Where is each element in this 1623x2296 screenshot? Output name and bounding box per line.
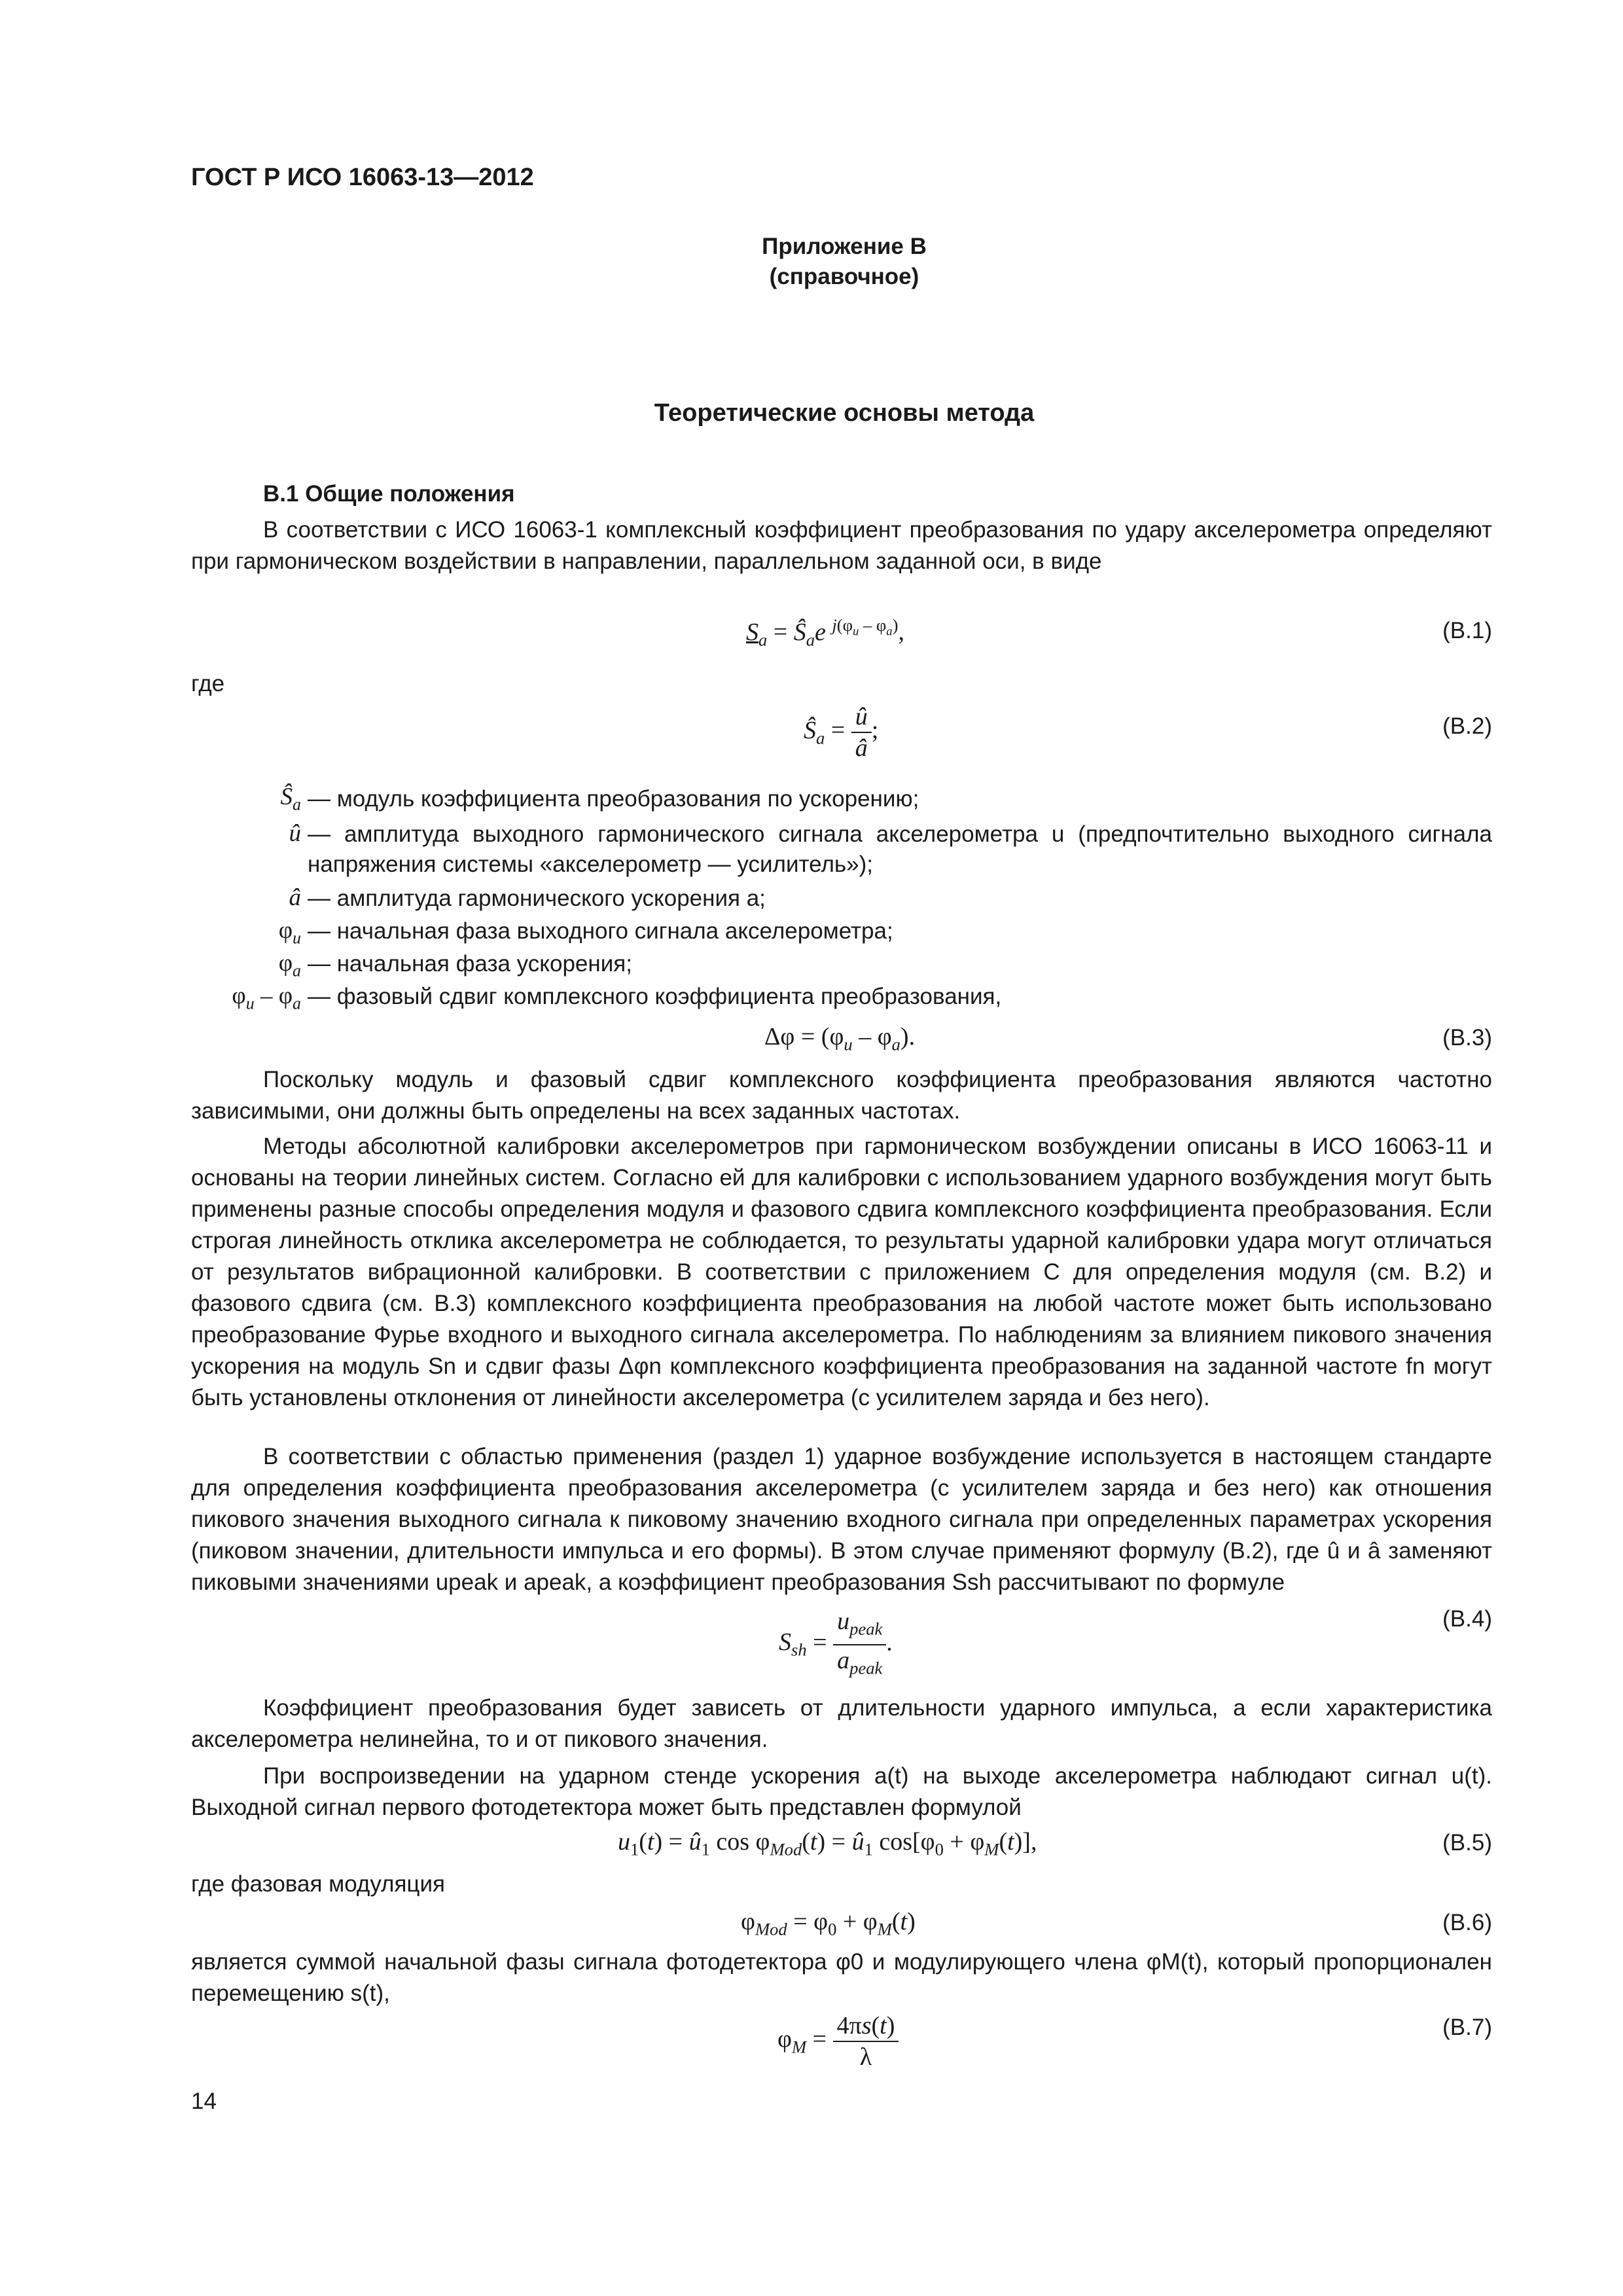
equation-b1: $S_a$ = $Ŝ_ae$ $^{j(\varphi_u - \varphi_a)}$,	[746, 615, 904, 650]
def-text-u: — амплитуда выходного гармонического сигнала акселерометра u (предпочтительно выходного сигнала напряжения системы «акселерометр — усилитель»);	[308, 821, 1492, 877]
paragraph-3: Методы абсолютной калибровки акселерометров при гармоническом возбуждении описаны в ИСО 16063-11 и основаны на теории линейных систем. Согласно ей для калибровки с использованием ударного возбуждения могут быть применены разные способы определения модуля и фазового сдвига комплексного коэффициента преобразования. Если строгая линейность отклика акселерометра не соблюдается, то результаты ударной калибровки удара могут отличаться от результатов вибрационной калибровки. В соответствии с приложением С для определения модуля (см. В.2) и фазового сдвига (см. В.3) комплексного коэффициента преобразования на любой частоте может быть использовано преобразование Фурье входного и выходного сигнала акселерометра. По наблюдениям за влиянием пикового значения ускорения на модуль Sn и сдвиг фазы Δφn комплексного коэффициента преобразования на заданной частоте fn могут быть установлены отклонения от линейности акселерометра (с усилителем заряда и без него).	[191, 1134, 1492, 1410]
equation-label-b3: (В.3)	[1442, 1025, 1492, 1050]
annex-title: Приложение В	[762, 234, 927, 259]
def-text-sa: — модуль коэффициента преобразования по ускорению;	[308, 786, 919, 812]
def-text-a: — амплитуда гармонического ускорения a;	[308, 886, 766, 911]
subsection-heading: В.1 Общие положения	[263, 481, 515, 507]
equation-label-b5: (В.5)	[1442, 1830, 1492, 1856]
def-symbol-phi-a: $\varphi_a$	[278, 950, 301, 980]
page-number: 14	[191, 2089, 217, 2114]
paragraph-8: является суммой начальной фазы сигнала фотодетектора φ0 и модулирующего члена φM(t), который пропорционален перемещению s(t),	[191, 1949, 1492, 2006]
where-label: где	[191, 671, 225, 696]
equation-b2: $Ŝ_a$ = $\frac{û}{â}$ ;	[804, 703, 879, 762]
equation-label-b7: (В.7)	[1442, 2015, 1492, 2040]
paragraph-1: В соответствии с ИСО 16063-1 комплексный коэффициент преобразования по удару акселерометра определяют при гармоническом воздействии в направлении, параллельном заданной оси, в виде	[191, 517, 1492, 574]
annex-type: (справочное)	[769, 264, 919, 289]
equation-b5: $u_1(t)$ = $û_1$ $\cos \varphi_{Mod}(t)$ = $û_1$ $\cos[\varphi_0 + \varphi_M(t)]$,	[618, 1828, 1037, 1859]
def-text-phi-a: — начальная фаза ускорения;	[308, 951, 632, 977]
equation-b4: $S_{sh}$ = $\frac{u_{peak}}{a_{peak}}$ .	[779, 1607, 893, 1678]
equation-label-b6: (В.6)	[1442, 1910, 1492, 1935]
equation-b6: $\varphi_{Mod} = \varphi_0 + \varphi_M(t)$	[741, 1908, 916, 1939]
def-text-phase-shift: — фазовый сдвиг комплексного коэффициента преобразования,	[308, 984, 1002, 1009]
def-text-phi-u: — начальная фаза выходного сигнала акселерометра;	[308, 918, 893, 944]
paragraph-4: В соответствии с областью применения (раздел 1) ударное возбуждение используется в настоящем стандарте для определения коэффициента преобразования акселерометра (с усилителем заряда и без него) как отношения пикового значения выходного сигнала к пиковому значению входного сигнала при определенных параметрах ускорения (пиковом значении, длительности импульса и его формы). В этом случае применяют формулу (В.2), где û и â заменяют пиковыми значениями upeak и apeak, а коэффициент преобразования Ssh рассчитывают по формуле	[191, 1444, 1492, 1595]
paragraph-6: При воспроизведении на ударном стенде ускорения a(t) на выходе акселерометра наблюдают сигнал u(t). Выходной сигнал первого фотодетектора может быть представлен формулой	[191, 1763, 1492, 1820]
def-symbol-phase-shift: $\varphi_u - \varphi_a$	[232, 982, 301, 1013]
paragraph-7: где фазовая модуляция	[191, 1871, 445, 1897]
equation-label-b2: (В.2)	[1442, 713, 1492, 739]
paragraph-2: Поскольку модуль и фазовый сдвиг комплексного коэффициента преобразования являются частотно зависимыми, они должны быть определены на всех заданных частотах.	[191, 1067, 1492, 1124]
paragraph-5: Коэффициент преобразования будет зависеть от длительности ударного импульса, а если характеристика акселерометра нелинейна, то и от пикового значения.	[191, 1695, 1492, 1752]
equation-label-b4: (В.4)	[1442, 1606, 1492, 1632]
def-symbol-u: û	[289, 820, 301, 847]
equation-label-b1: (В.1)	[1442, 618, 1492, 643]
document-header: ГОСТ Р ИСО 16063-13—2012	[191, 164, 534, 191]
def-symbol-a: â	[289, 884, 301, 911]
def-symbol-phi-u: $\varphi_u$	[278, 917, 301, 948]
equation-b3: $\Delta\varphi = (\varphi_u - \varphi_a)$.	[764, 1023, 916, 1054]
def-symbol-sa: $Ŝ_a$	[280, 783, 301, 814]
equation-b7: $\varphi_M$ = $\frac{4\pi s(t)}{\lambda}$	[777, 2011, 899, 2072]
section-title: Теоретические основы метода	[654, 399, 1035, 427]
